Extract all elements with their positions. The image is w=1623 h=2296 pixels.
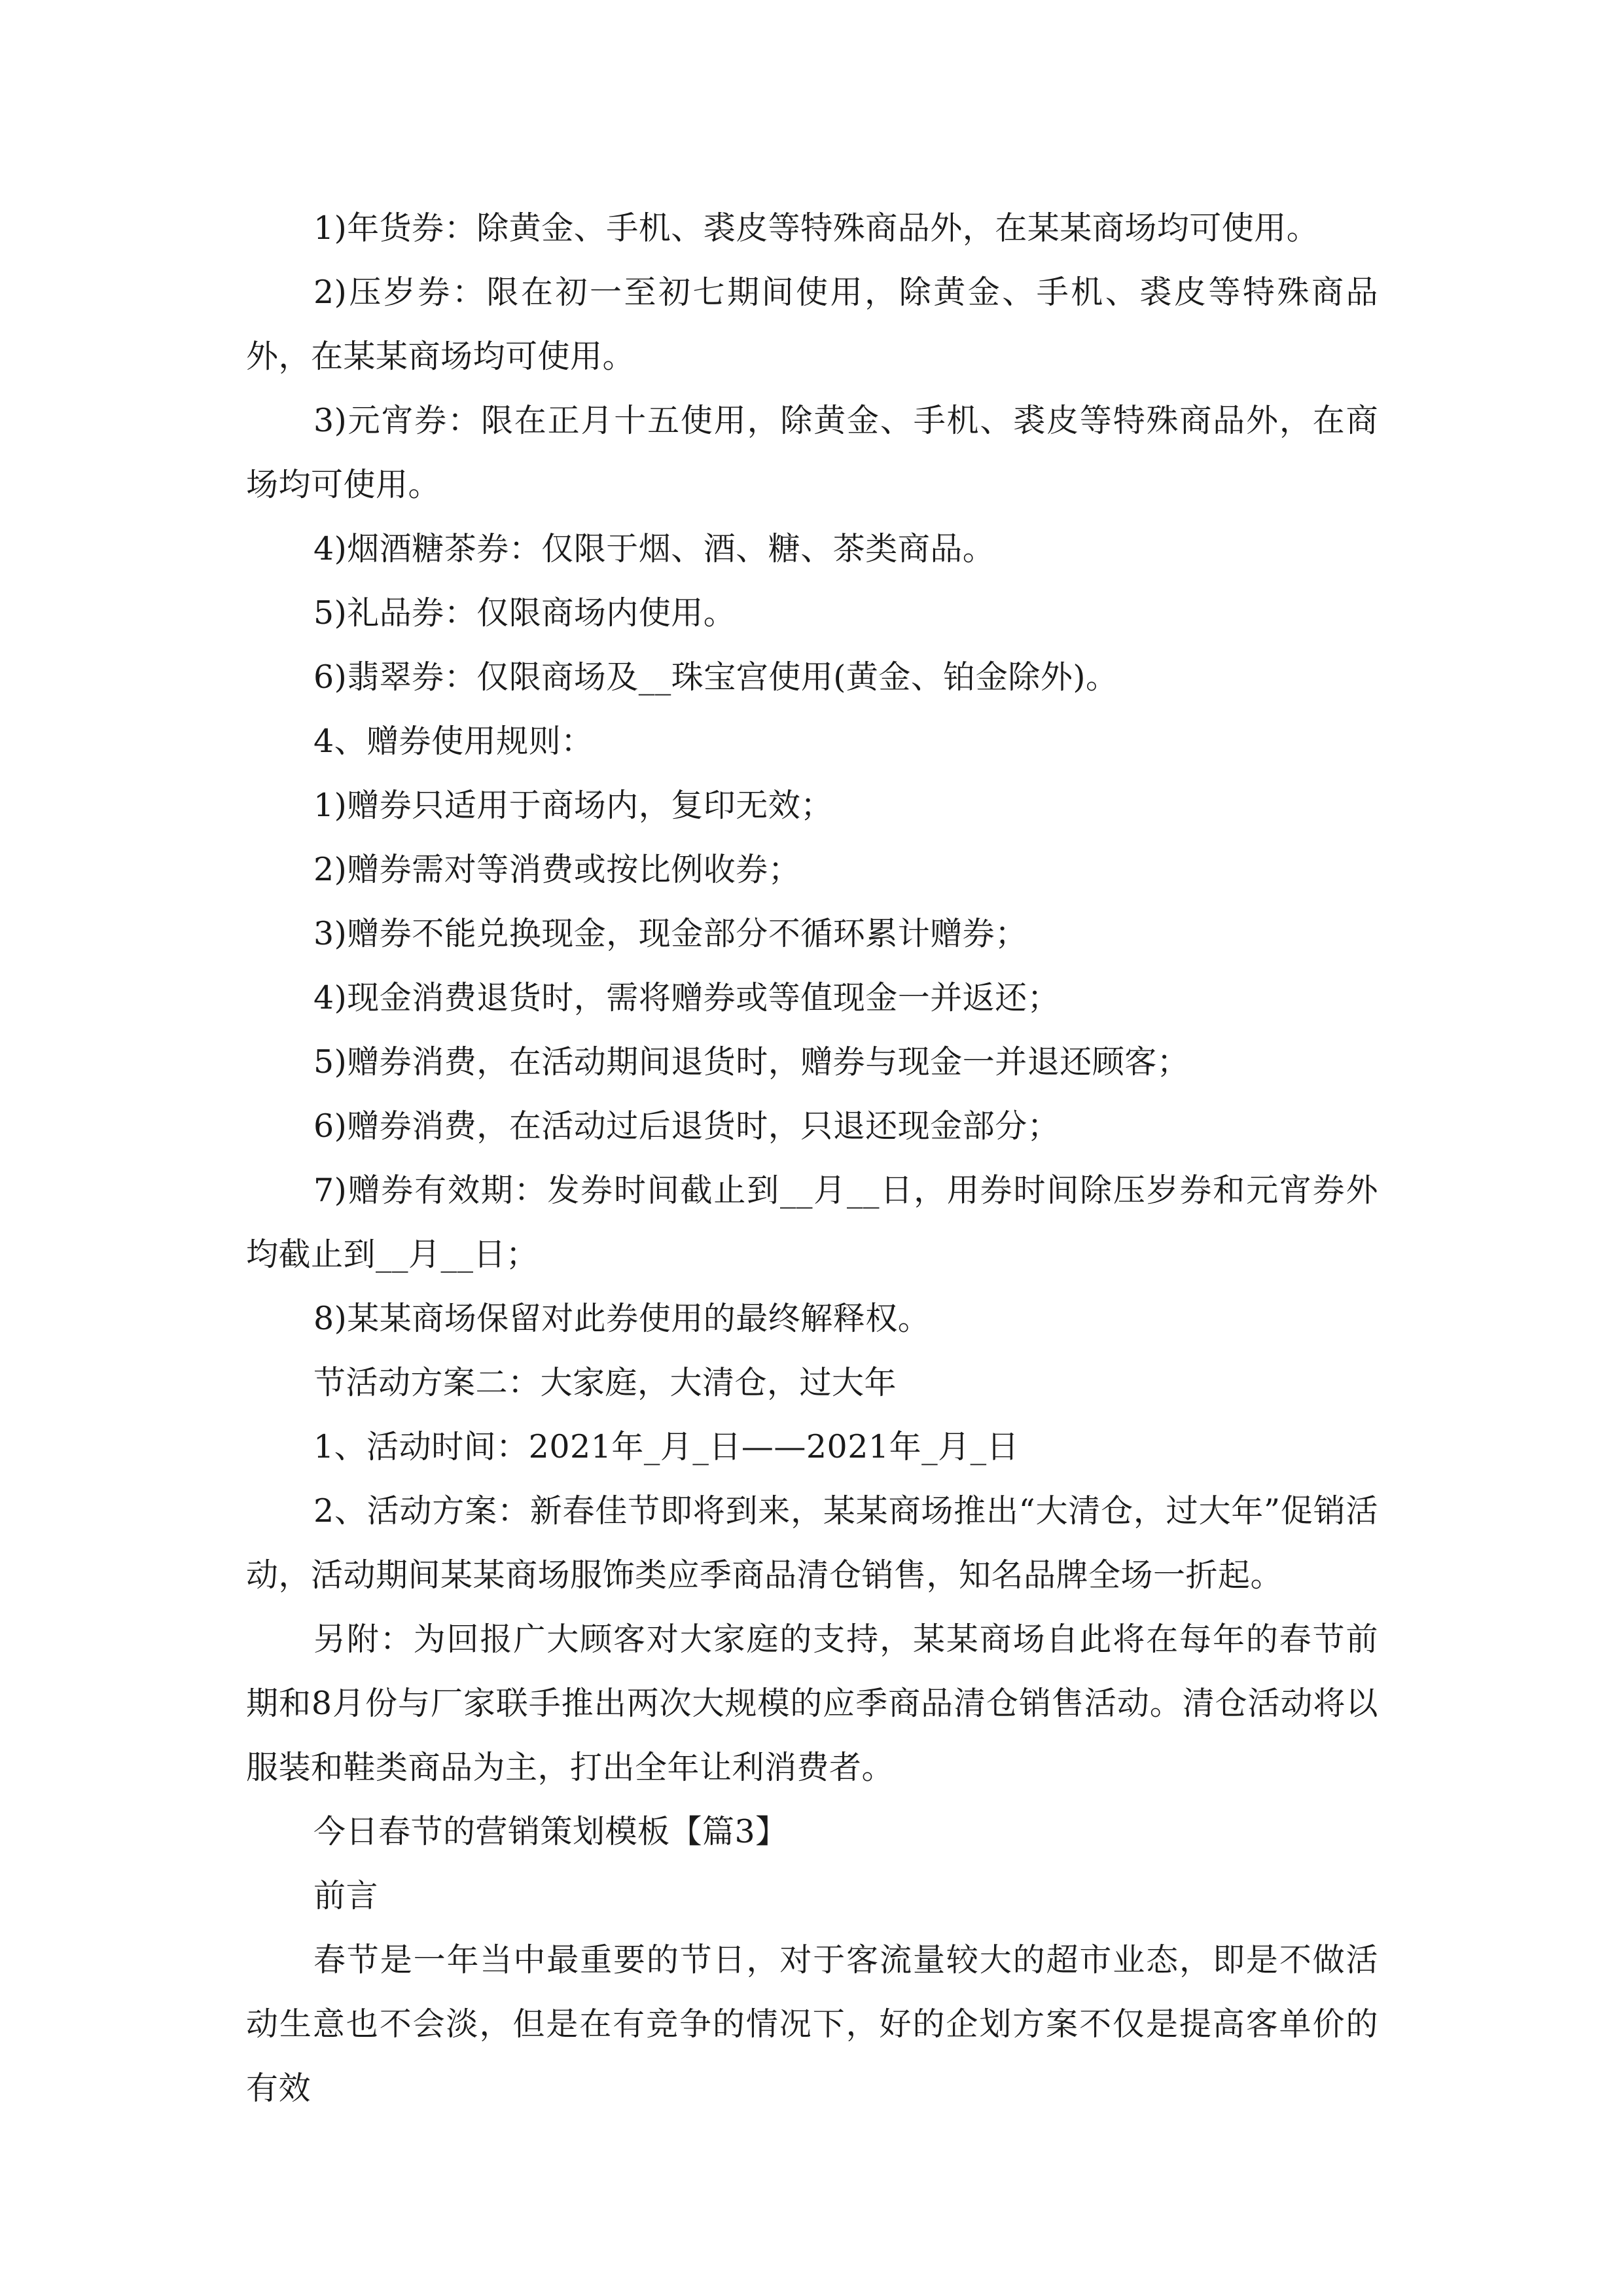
paragraph-16: 节活动方案二：大家庭，大清仓，过大年 (313, 1364, 897, 1401)
paragraph-17: 1、活动时间：2021年_月_日——2021年_月_日 (313, 1428, 1020, 1465)
paragraph-10: 3)赠券不能兑换现金，现金部分不循环累计赠券； (313, 915, 1027, 952)
paragraph-7: 4、赠券使用规则： (313, 723, 594, 760)
paragraph-22: 春节是一年当中最重要的节日，对于客流量较大的超市业态，即是不做活动生意也不会淡，但是在有竞争的情况下，好的企划方案不仅是提高客单价的有效 (246, 1941, 1378, 2107)
paragraph-1: 1)年货券：除黄金、手机、裘皮等特殊商品外，在某某商场均可使用。 (313, 209, 1319, 247)
paragraph-19: 另附：为回报广大顾客对大家庭的支持，某某商场自此将在每年的春节前期和8月份与厂家联手推出两次大规模的应季商品清仓销售活动。清仓活动将以服装和鞋类商品为主，打出全年让利消费者。 (246, 1621, 1378, 1786)
paragraph-14: 7)赠券有效期：发券时间截止到__月__日，用券时间除压岁券和元宵券外均截止到__月__日； (246, 1172, 1378, 1273)
paragraph-3: 3)元宵券：限在正月十五使用，除黄金、手机、裘皮等特殊商品外，在商场均可使用。 (246, 402, 1378, 503)
paragraph-8: 1)赠券只适用于商场内，复印无效； (313, 787, 833, 824)
paragraph-21: 前言 (313, 1877, 379, 1914)
paragraph-9: 2)赠券需对等消费或按比例收券； (313, 851, 801, 888)
paragraph-12: 5)赠券消费，在活动期间退货时，赠券与现金一并退还顾客； (313, 1043, 1190, 1081)
paragraph-6: 6)翡翠券：仅限商场及__珠宝宫使用(黄金、铂金除外)。 (313, 658, 1118, 696)
paragraph-2: 2)压岁券：限在初一至初七期间使用，除黄金、手机、裘皮等特殊商品外，在某某商场均可使用。 (246, 274, 1378, 375)
paragraph-4: 4)烟酒糖茶券：仅限于烟、酒、糖、茶类商品。 (313, 530, 995, 567)
paragraph-18: 2、活动方案：新春佳节即将到来，某某商场推出“大清仓，过大年”促销活动，活动期间某某商场服饰类应季商品清仓销售，知名品牌全场一折起。 (246, 1492, 1378, 1594)
paragraph-13: 6)赠券消费，在活动过后退货时，只退还现金部分； (313, 1107, 1060, 1145)
paragraph-5: 5)礼品券：仅限商场内使用。 (313, 594, 736, 632)
document-body (246, 196, 1378, 2121)
paragraph-15: 8)某某商场保留对此券使用的最终解释权。 (313, 1300, 931, 1337)
paragraph-20: 今日春节的营销策划模板【篇3】 (313, 1813, 788, 1850)
paragraph-11: 4)现金消费退货时，需将赠券或等值现金一并返还； (313, 979, 1060, 1016)
